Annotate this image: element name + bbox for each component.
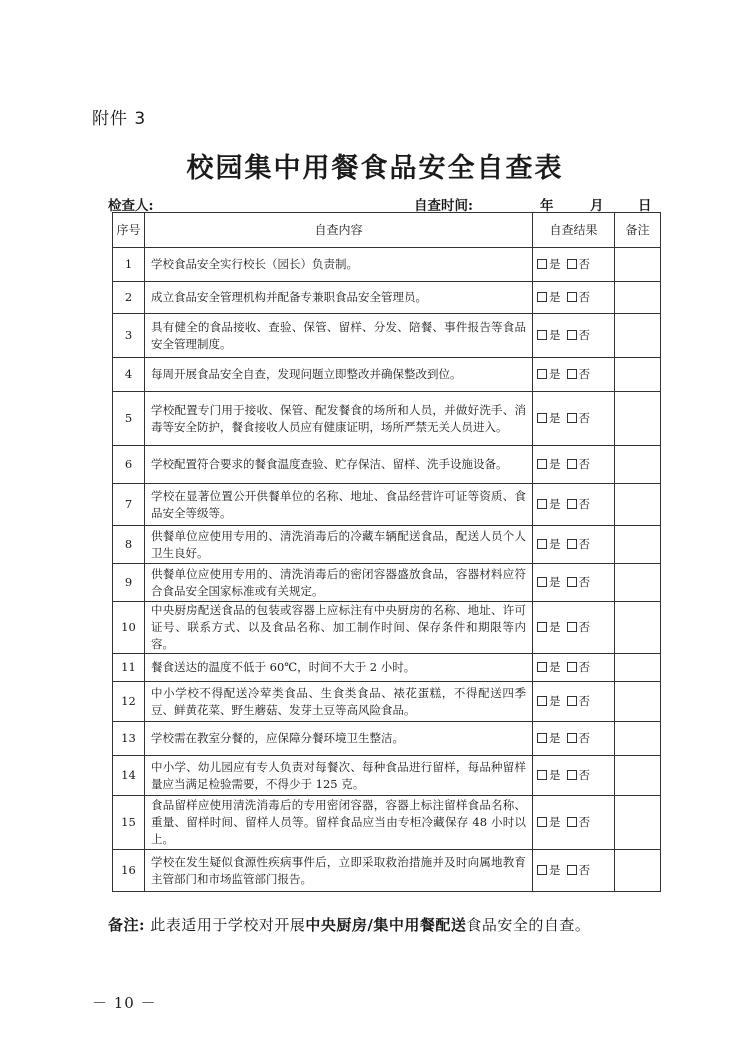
- attachment-label: 附件 3: [92, 109, 147, 129]
- year-label: 年: [540, 198, 554, 214]
- table-row: [113, 654, 661, 682]
- page-title: 校园集中用餐食品安全自查表: [186, 153, 564, 184]
- header-remark: 备注: [615, 213, 661, 248]
- yes-label: 是: [549, 575, 561, 589]
- table-row: [113, 796, 661, 850]
- table-row: [113, 682, 661, 722]
- row-remark[interactable]: [615, 314, 661, 358]
- no-label: 否: [578, 457, 590, 471]
- row-result: [533, 392, 615, 446]
- yes-option[interactable]: [537, 497, 561, 511]
- row-remark[interactable]: [615, 248, 661, 282]
- yes-option[interactable]: [537, 411, 561, 425]
- month-label: 月: [590, 198, 604, 214]
- no-option[interactable]: [567, 457, 591, 471]
- row-number: 15: [113, 796, 145, 850]
- yes-checkbox[interactable]: [537, 292, 547, 302]
- table-row: [113, 484, 661, 526]
- footnote-sep: /: [367, 916, 374, 934]
- footnote-text-1: 此表适用于学校对开展: [150, 916, 306, 934]
- row-result: [533, 248, 615, 282]
- footnote-text-2: 食品安全的自查。: [466, 916, 591, 934]
- no-option[interactable]: [567, 497, 591, 511]
- row-remark[interactable]: [615, 756, 661, 796]
- row-content: 食品留样应使用清洗消毒后的专用密闭容器，容器上标注留样食品名称、重量、留样时间、留样人员等。留样食品应当由专柜冷藏保存 48 小时以上。: [145, 796, 533, 850]
- no-checkbox[interactable]: [567, 539, 577, 549]
- no-checkbox[interactable]: [567, 259, 577, 269]
- row-result: [533, 682, 615, 722]
- yes-checkbox[interactable]: [537, 259, 547, 269]
- row-number: 3: [113, 314, 145, 358]
- row-remark[interactable]: [615, 484, 661, 526]
- yes-checkbox[interactable]: [537, 622, 547, 632]
- table-row: [113, 756, 661, 796]
- yes-checkbox[interactable]: [537, 817, 547, 827]
- table-row: [113, 564, 661, 602]
- yes-option[interactable]: [537, 815, 561, 829]
- yes-label: 是: [549, 694, 561, 708]
- no-label: 否: [578, 497, 590, 511]
- row-remark[interactable]: [615, 358, 661, 392]
- self-inspection-table: [112, 212, 661, 892]
- header-result: 自查结果: [533, 213, 615, 248]
- row-remark[interactable]: [615, 850, 661, 892]
- row-content: 每周开展食品安全自查，发现问题立即整改并确保整改到位。: [145, 358, 533, 392]
- table-row: [113, 850, 661, 892]
- yes-option[interactable]: [537, 660, 561, 674]
- row-number: 12: [113, 682, 145, 722]
- no-label: 否: [578, 575, 590, 589]
- no-checkbox[interactable]: [567, 292, 577, 302]
- yes-option[interactable]: [537, 731, 561, 745]
- no-checkbox[interactable]: [567, 413, 577, 423]
- footnote-label: 备注:: [108, 916, 146, 934]
- row-content: 学校在显著位置公开供餐单位的名称、地址、食品经营许可证等资质、食品安全等级等。: [145, 484, 533, 526]
- yes-option[interactable]: [537, 457, 561, 471]
- no-label: 否: [578, 257, 590, 271]
- row-content: 中央厨房配送食品的包装或容器上应标注有中央厨房的名称、地址、许可证号、联系方式、以及食品名称、加工制作时间、保存条件和期限等内容。: [145, 602, 533, 654]
- row-number: 11: [113, 654, 145, 682]
- row-result: [533, 526, 615, 564]
- footnote-bold-1: 中央厨房: [305, 916, 368, 934]
- no-option[interactable]: [567, 575, 591, 589]
- row-number: 1: [113, 248, 145, 282]
- yes-checkbox[interactable]: [537, 733, 547, 743]
- row-result: [533, 756, 615, 796]
- no-checkbox[interactable]: [567, 459, 577, 469]
- yes-label: 是: [549, 768, 561, 782]
- inspection-meta: [108, 192, 660, 214]
- no-label: 否: [578, 863, 590, 877]
- yes-option[interactable]: [537, 537, 561, 551]
- yes-option[interactable]: [537, 863, 561, 877]
- table-row: [113, 358, 661, 392]
- no-option[interactable]: [567, 768, 591, 782]
- row-remark[interactable]: [615, 654, 661, 682]
- no-option[interactable]: [567, 620, 591, 634]
- row-number: 4: [113, 358, 145, 392]
- table-row: [113, 314, 661, 358]
- yes-label: 是: [549, 537, 561, 551]
- row-content: 供餐单位应使用专用的、清洗消毒后的冷藏车辆配送食品，配送人员个人卫生良好。: [145, 526, 533, 564]
- row-content: 供餐单位应使用专用的、清洗消毒后的密闭容器盛放食品，容器材料应符合食品安全国家标准或有关规定。: [145, 564, 533, 602]
- row-result: [533, 602, 615, 654]
- row-content: 中小学校不得配送冷荤类食品、生食类食品、裱花蛋糕，不得配送四季豆、鲜黄花菜、野生蘑菇、发芽土豆等高风险食品。: [145, 682, 533, 722]
- row-result: [533, 446, 615, 484]
- row-remark[interactable]: [615, 282, 661, 314]
- no-option[interactable]: [567, 863, 591, 877]
- no-checkbox[interactable]: [567, 369, 577, 379]
- row-result: [533, 796, 615, 850]
- table-row: [113, 248, 661, 282]
- yes-label: 是: [549, 660, 561, 674]
- no-checkbox[interactable]: [567, 733, 577, 743]
- row-remark[interactable]: [615, 392, 661, 446]
- time-label: 自查时间:: [414, 198, 473, 214]
- row-content: 学校食品安全实行校长（园长）负责制。: [145, 248, 533, 282]
- yes-label: 是: [549, 290, 561, 304]
- no-checkbox[interactable]: [567, 865, 577, 875]
- no-checkbox[interactable]: [567, 330, 577, 340]
- yes-option[interactable]: [537, 620, 561, 634]
- row-number: 5: [113, 392, 145, 446]
- row-content: 学校配置符合要求的餐食温度查验、贮存保洁、留样、洗手设施设备。: [145, 446, 533, 484]
- no-label: 否: [578, 620, 590, 634]
- no-label: 否: [578, 768, 590, 782]
- no-label: 否: [578, 694, 590, 708]
- yes-option[interactable]: [537, 768, 561, 782]
- row-remark[interactable]: [615, 446, 661, 484]
- row-result: [533, 282, 615, 314]
- row-number: 14: [113, 756, 145, 796]
- no-label: 否: [578, 537, 590, 551]
- no-label: 否: [578, 290, 590, 304]
- row-content: 成立食品安全管理机构并配备专兼职食品安全管理员。: [145, 282, 533, 314]
- row-result: [533, 564, 615, 602]
- row-remark[interactable]: [615, 722, 661, 756]
- row-number: 8: [113, 526, 145, 564]
- row-result: [533, 314, 615, 358]
- yes-checkbox[interactable]: [537, 662, 547, 672]
- yes-label: 是: [549, 731, 561, 745]
- yes-label: 是: [549, 411, 561, 425]
- row-result: [533, 484, 615, 526]
- table-row: [113, 446, 661, 484]
- row-result: [533, 722, 615, 756]
- row-content: 学校配置专门用于接收、保管、配发餐食的场所和人员，并做好洗手、消毒等安全防护，餐食接收人员应有健康证明，场所严禁无关人员进入。: [145, 392, 533, 446]
- no-option[interactable]: [567, 257, 591, 271]
- yes-checkbox[interactable]: [537, 577, 547, 587]
- no-option[interactable]: [567, 367, 591, 381]
- yes-checkbox[interactable]: [537, 865, 547, 875]
- yes-checkbox[interactable]: [537, 539, 547, 549]
- row-remark[interactable]: [615, 682, 661, 722]
- table-row: [113, 722, 661, 756]
- table-row: [113, 526, 661, 564]
- row-content: 具有健全的食品接收、查验、保管、留样、分发、陪餐、事件报告等食品安全管理制度。: [145, 314, 533, 358]
- yes-option[interactable]: [537, 328, 561, 342]
- yes-label: 是: [549, 815, 561, 829]
- yes-label: 是: [549, 257, 561, 271]
- footnote-bold-2: 集中用餐配送: [373, 916, 467, 934]
- yes-checkbox[interactable]: [537, 499, 547, 509]
- row-number: 16: [113, 850, 145, 892]
- yes-checkbox[interactable]: [537, 696, 547, 706]
- no-option[interactable]: [567, 537, 591, 551]
- no-option[interactable]: [567, 660, 591, 674]
- no-checkbox[interactable]: [567, 499, 577, 509]
- yes-label: 是: [549, 497, 561, 511]
- row-number: 10: [113, 602, 145, 654]
- row-content: 学校在发生疑似食源性疾病事件后，立即采取救治措施并及时向属地教育主管部门和市场监管部门报告。: [145, 850, 533, 892]
- row-remark[interactable]: [615, 602, 661, 654]
- footnote: [108, 914, 590, 935]
- yes-label: 是: [549, 457, 561, 471]
- yes-option[interactable]: [537, 257, 561, 271]
- no-checkbox[interactable]: [567, 577, 577, 587]
- row-number: 9: [113, 564, 145, 602]
- no-checkbox[interactable]: [567, 696, 577, 706]
- row-result: [533, 850, 615, 892]
- no-label: 否: [578, 328, 590, 342]
- page-number: － 10 －: [92, 994, 157, 1012]
- no-option[interactable]: [567, 694, 591, 708]
- yes-option[interactable]: [537, 575, 561, 589]
- row-remark[interactable]: [615, 564, 661, 602]
- row-content: 学校需在教室分餐的，应保障分餐环境卫生整洁。: [145, 722, 533, 756]
- no-label: 否: [578, 731, 590, 745]
- no-option[interactable]: [567, 411, 591, 425]
- no-checkbox[interactable]: [567, 662, 577, 672]
- yes-checkbox[interactable]: [537, 459, 547, 469]
- row-result: [533, 654, 615, 682]
- yes-option[interactable]: [537, 694, 561, 708]
- table-header-row: [113, 213, 661, 248]
- yes-label: 是: [549, 328, 561, 342]
- header-content: 自查内容: [145, 213, 533, 248]
- row-remark[interactable]: [615, 796, 661, 850]
- yes-option[interactable]: [537, 290, 561, 304]
- yes-label: 是: [549, 620, 561, 634]
- no-checkbox[interactable]: [567, 770, 577, 780]
- no-label: 否: [578, 660, 590, 674]
- header-seq: 序号: [113, 213, 145, 248]
- yes-option[interactable]: [537, 367, 561, 381]
- yes-label: 是: [549, 863, 561, 877]
- no-option[interactable]: [567, 328, 591, 342]
- row-number: 2: [113, 282, 145, 314]
- inspector-label: 检查人:: [108, 198, 154, 214]
- yes-label: 是: [549, 367, 561, 381]
- table-row: [113, 392, 661, 446]
- row-number: 6: [113, 446, 145, 484]
- table-row: [113, 602, 661, 654]
- row-content: 餐食送达的温度不低于 60℃，时间不大于 2 小时。: [145, 654, 533, 682]
- no-option[interactable]: [567, 815, 591, 829]
- day-label: 日: [638, 198, 652, 214]
- row-result: [533, 358, 615, 392]
- no-label: 否: [578, 411, 590, 425]
- no-checkbox[interactable]: [567, 622, 577, 632]
- yes-checkbox[interactable]: [537, 770, 547, 780]
- no-checkbox[interactable]: [567, 817, 577, 827]
- no-label: 否: [578, 815, 590, 829]
- row-content: 中小学、幼儿园应有专人负责对每餐次、每种食品进行留样，每品种留样量应当满足检验需要，不得少于 125 克。: [145, 756, 533, 796]
- row-number: 13: [113, 722, 145, 756]
- no-option[interactable]: [567, 290, 591, 304]
- no-label: 否: [578, 367, 590, 381]
- yes-checkbox[interactable]: [537, 369, 547, 379]
- row-remark[interactable]: [615, 526, 661, 564]
- row-number: 7: [113, 484, 145, 526]
- yes-checkbox[interactable]: [537, 330, 547, 340]
- yes-checkbox[interactable]: [537, 413, 547, 423]
- no-option[interactable]: [567, 731, 591, 745]
- table-row: [113, 282, 661, 314]
